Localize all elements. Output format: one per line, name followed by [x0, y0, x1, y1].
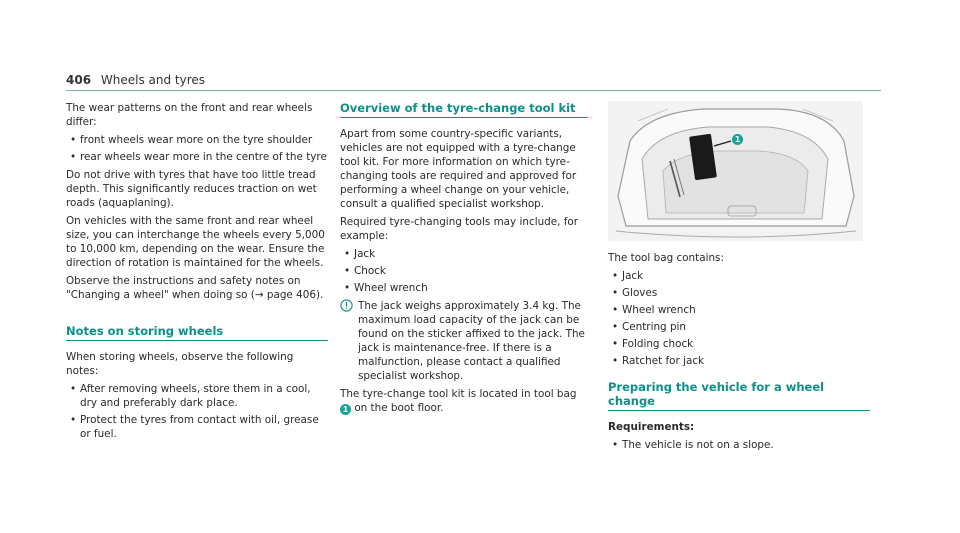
storing-list — [66, 382, 328, 441]
list-item: • Folding chock — [608, 337, 870, 351]
list-item: • Ratchet for jack — [608, 354, 870, 368]
boot-illustration — [608, 101, 863, 241]
list-item: • After removing wheels, store them in a cool, dry and preferably dark place. — [66, 382, 328, 410]
page-header — [66, 73, 205, 87]
list-item: • front wheels wear more on the tyre shoulder — [66, 133, 328, 147]
list-item: • The vehicle is not on a slope. — [608, 438, 870, 452]
observe-paragraph[interactable]: Observe the instructions and safety notes on "Changing a wheel" when doing so (→ page 406). — [66, 275, 324, 301]
car-boot-drawing — [608, 101, 863, 241]
section-title: Wheels and tyres — [100, 73, 206, 87]
tools-list — [340, 247, 588, 295]
wear-list — [66, 133, 328, 164]
bag-intro: The tool bag contains: — [608, 252, 724, 264]
requirements-list — [608, 438, 870, 452]
info-note-icon — [340, 299, 353, 312]
callout-badge: 1 — [340, 404, 351, 415]
toolkit-section-title: Overview of the tyre-change tool kit — [340, 101, 588, 118]
toolkit-paragraph: Apart from some country-specific variants, vehicles are not equipped with a tyre-change tool kit. For more information on which tyre-changing tools are required and approved for performing a wheel change on your vehicle, consult a qualified specialist workshop. — [340, 128, 577, 210]
jack-note — [340, 299, 588, 383]
location-text: The tyre-change tool kit is located in tool bag — [340, 388, 577, 400]
list-item: • rear wheels wear more in the centre of the tyre — [66, 150, 328, 164]
column-2 — [340, 101, 588, 419]
list-item: • Gloves — [608, 286, 870, 300]
list-item: • Jack — [340, 247, 588, 261]
wear-intro: The wear patterns on the front and rear wheels differ: — [66, 102, 313, 128]
list-item: • Wheel wrench — [340, 281, 588, 295]
prep-section-title: Preparing the vehicle for a wheel change — [608, 380, 870, 411]
note-text: The jack weighs approximately 3.4 kg. The maximum load capacity of the jack can be found on the sticker affixed to the jack. The jack is maintenance-free. If there is a malfunction, please contact a qualified specialist workshop. — [358, 300, 585, 382]
figure-callout: 1 — [732, 134, 743, 145]
storing-section-title: Notes on storing wheels — [66, 324, 328, 341]
column-3 — [608, 101, 870, 456]
list-item: • Centring pin — [608, 320, 870, 334]
location-text-2: on the boot floor. — [354, 402, 444, 414]
page-number: 406 — [66, 73, 92, 87]
storing-intro: When storing wheels, observe the following notes: — [66, 351, 294, 377]
column-1 — [66, 101, 328, 445]
list-item: • Wheel wrench — [608, 303, 870, 317]
requirements-label: Requirements: — [608, 421, 695, 433]
list-item: • Chock — [340, 264, 588, 278]
interchange-paragraph: On vehicles with the same front and rear wheel size, you can interchange the wheels every 5,000 to 10,000 km, depending on the wear. Ensure the direction of rotation is maintained for the wheels. — [66, 215, 325, 269]
tools-intro: Required tyre-changing tools may include, for example: — [340, 216, 579, 242]
bag-list — [608, 269, 870, 368]
tread-paragraph: Do not drive with tyres that have too little tread depth. This significantly reduces traction on wet roads (aquaplaning). — [66, 169, 317, 209]
location-paragraph — [340, 387, 588, 415]
list-item: • Protect the tyres from contact with oil, grease or fuel. — [66, 413, 328, 441]
header-rule — [66, 90, 881, 91]
list-item: • Jack — [608, 269, 870, 283]
